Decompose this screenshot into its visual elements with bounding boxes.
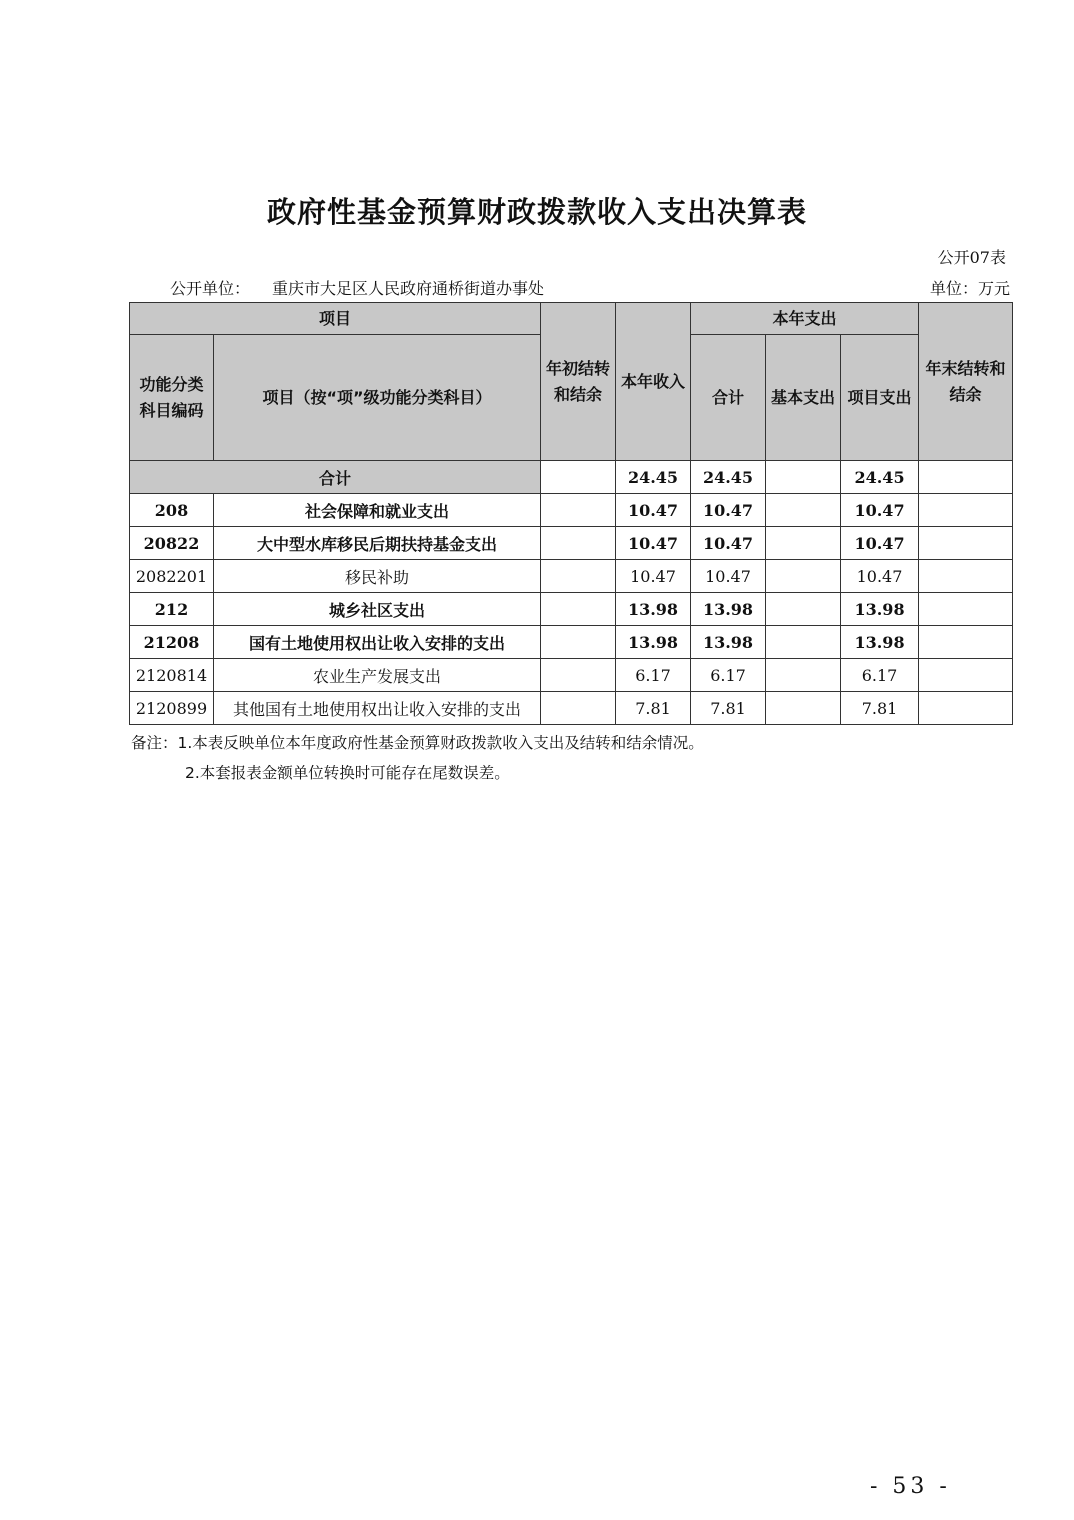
header-name: 项目（按“项”级功能分类科目）	[214, 335, 541, 461]
table-row	[130, 692, 1013, 725]
cell-begin	[541, 692, 616, 725]
header-item: 项目	[130, 303, 541, 335]
cell-code: 20822	[130, 527, 214, 560]
cell-exp-basic	[766, 626, 841, 659]
cell-end	[919, 461, 1013, 494]
note-1: 备注：1.本表反映单位本年度政府性基金预算财政拨款收入支出及结转和结余情况。	[131, 734, 704, 752]
header-end-balance: 年末结转和结余	[919, 303, 1013, 461]
cell-end	[919, 659, 1013, 692]
cell-end	[919, 593, 1013, 626]
cell-exp-total: 13.98	[691, 593, 766, 626]
cell-exp-total: 7.81	[691, 692, 766, 725]
cell-name: 社会保障和就业支出	[214, 494, 541, 527]
cell-name: 移民补助	[214, 560, 541, 593]
cell-exp-basic	[766, 494, 841, 527]
cell-begin	[541, 626, 616, 659]
cell-income: 13.98	[616, 593, 691, 626]
cell-code: 208	[130, 494, 214, 527]
header-begin-balance: 年初结转和结余	[541, 303, 616, 461]
form-number: 公开07表	[937, 248, 1006, 267]
note-2: 2.本套报表金额单位转换时可能存在尾数误差。	[185, 764, 510, 782]
cell-end	[919, 692, 1013, 725]
total-label: 合计	[130, 461, 541, 494]
cell-name: 其他国有土地使用权出让收入安排的支出	[214, 692, 541, 725]
cell-exp-project: 13.98	[841, 626, 919, 659]
table-row	[130, 494, 1013, 527]
cell-exp-project: 10.47	[841, 560, 919, 593]
cell-exp-total: 6.17	[691, 659, 766, 692]
budget-table	[129, 302, 1013, 725]
cell-exp-total: 10.47	[691, 560, 766, 593]
cell-income: 10.47	[616, 494, 691, 527]
cell-exp-project: 10.47	[841, 527, 919, 560]
cell-code: 2120814	[130, 659, 214, 692]
cell-income: 13.98	[616, 626, 691, 659]
header-expense-project: 项目支出	[841, 335, 919, 461]
cell-exp-basic	[766, 527, 841, 560]
cell-exp-project: 7.81	[841, 692, 919, 725]
cell-code: 2120899	[130, 692, 214, 725]
table-row	[130, 626, 1013, 659]
cell-exp-total: 10.47	[691, 494, 766, 527]
cell-name: 大中型水库移民后期扶持基金支出	[214, 527, 541, 560]
cell-begin	[541, 527, 616, 560]
total-row	[130, 461, 1013, 494]
cell-income: 6.17	[616, 659, 691, 692]
cell-end	[919, 626, 1013, 659]
cell-income: 24.45	[616, 461, 691, 494]
cell-begin	[541, 560, 616, 593]
cell-code: 2082201	[130, 560, 214, 593]
cell-exp-project: 24.45	[841, 461, 919, 494]
cell-end	[919, 494, 1013, 527]
cell-exp-basic	[766, 659, 841, 692]
cell-exp-basic	[766, 692, 841, 725]
cell-income: 10.47	[616, 527, 691, 560]
cell-name: 城乡社区支出	[214, 593, 541, 626]
reporting-unit	[170, 276, 544, 299]
cell-exp-project: 13.98	[841, 593, 919, 626]
cell-begin	[541, 593, 616, 626]
header-expense: 本年支出	[691, 303, 919, 335]
cell-end	[919, 527, 1013, 560]
cell-code: 21208	[130, 626, 214, 659]
header-income: 本年收入	[616, 303, 691, 461]
cell-exp-basic	[766, 593, 841, 626]
page-title: 政府性基金预算财政拨款收入支出决算表	[266, 195, 807, 229]
cell-exp-project: 10.47	[841, 494, 919, 527]
cell-begin	[541, 494, 616, 527]
cell-begin	[541, 659, 616, 692]
header-code: 功能分类科目编码	[130, 335, 214, 461]
unit-label: 公开单位：	[170, 279, 251, 298]
table-row	[130, 527, 1013, 560]
page-number: - 53 -	[870, 1474, 951, 1499]
unit-name: 重庆市大足区人民政府通桥街道办事处	[272, 279, 545, 298]
cell-code: 212	[130, 593, 214, 626]
header-expense-total: 合计	[691, 335, 766, 461]
table-row	[130, 560, 1013, 593]
cell-begin	[541, 461, 616, 494]
cell-exp-project: 6.17	[841, 659, 919, 692]
cell-income: 10.47	[616, 560, 691, 593]
cell-name: 国有土地使用权出让收入安排的支出	[214, 626, 541, 659]
cell-exp-total: 24.45	[691, 461, 766, 494]
cell-name: 农业生产发展支出	[214, 659, 541, 692]
cell-exp-total: 10.47	[691, 527, 766, 560]
header-expense-basic: 基本支出	[766, 335, 841, 461]
table-row	[130, 659, 1013, 692]
table-row	[130, 593, 1013, 626]
cell-exp-total: 13.98	[691, 626, 766, 659]
cell-end	[919, 560, 1013, 593]
cell-exp-basic	[766, 560, 841, 593]
notes	[131, 728, 704, 788]
cell-exp-basic	[766, 461, 841, 494]
money-unit: 单位：万元	[929, 279, 1010, 298]
cell-income: 7.81	[616, 692, 691, 725]
